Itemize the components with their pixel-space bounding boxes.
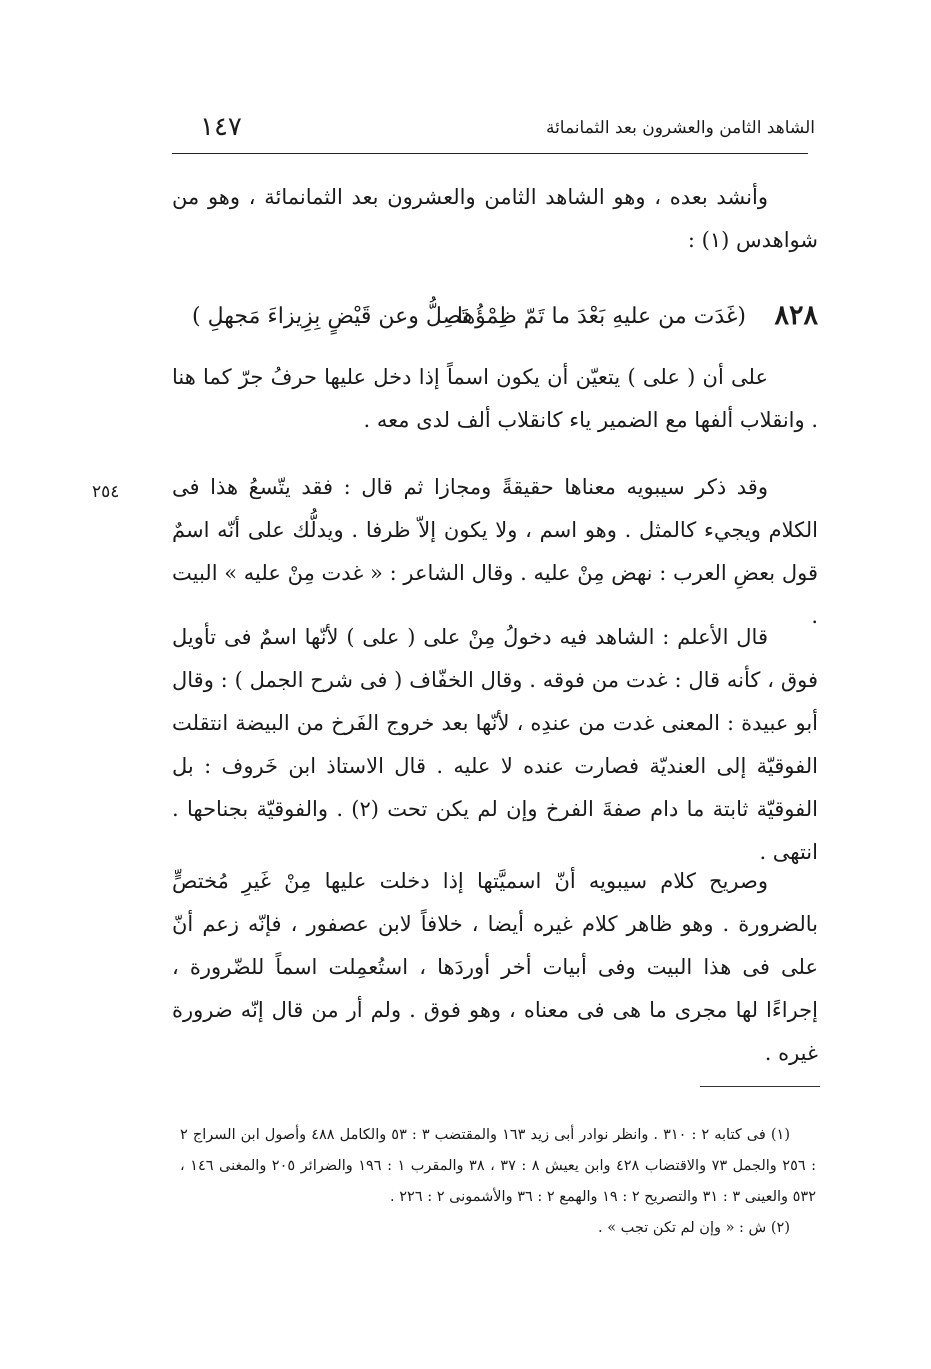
paragraph: وقد ذكر سيبويه معناها حقيقةً ومجازا ثم قال : فقد يتّسعُ هذا فى الكلام ويجيء كالمثل . وهو اسم ، ولا يكون إلاّ ظرفا . ويدلُّك على أنّه اسمٌ قول بعضِ العرب : نهض مِنْ عليه . وقال الشاعر : « غدت مِنْ عليه » البيت . xyxy=(172,475,818,628)
paragraph-3-block xyxy=(172,616,818,874)
running-title: الشاهد الثامن والعشرون بعد الثمانمائة xyxy=(545,118,815,138)
footnotes xyxy=(180,1120,816,1244)
page-number: ١٤٧ xyxy=(200,112,242,142)
paragraph: وصريح كلام سيبويه أنّ اسميَّتها إذا دخلت عليها مِنْ غَيرِ مُختصٍّ بالضرورة . وهو ظاهر كلام غيره أيضا ، خلافاً لابن عصفور ، فإنّه زعم أنّ على فى هذا البيت وفى أبيات أخر أوردَها ، استُعمِلت اسماً للضّرورة ، إجراءًا لها مجرى ما هى فى معناه ، وهو فوق . ولم أر من قال إنّه ضرورة غيره . xyxy=(172,869,818,1065)
running-header xyxy=(170,112,815,148)
intro-block xyxy=(172,176,818,262)
verse-line xyxy=(172,298,818,348)
footnote: (١) فى كتابه ٢ : ٣١٠ . وانظر نوادر أبى زيد ١٦٣ والمقتضب ٣ : ٥٣ والكامل ٤٨٨ وأصول ابن السراج ٢ : ٢٥٦ والجمل ٧٣ والاقتضاب ٤٢٨ وابن يعيش ٨ : ٣٧ ، ٣٨ والمقرب ١ : ١٩٦ والضرائر ٢٠٥ والمغنى ١٤٦ ، ٥٣٢ والعينى ٣ : ٣١ والتصريح ٢ : ١٩ والهمع ٢ : ٣٦ والأشمونى ٢ : ٢٢٦ . xyxy=(180,1127,817,1205)
paragraph: قال الأعلم : الشاهد فيه دخولُ مِنْ على ( على ) لأنّها اسمٌ فى تأويل فوق ، كأنه قال : غدت من فوقه . وقال الخفّاف ( فى شرح الجمل ) : وقال أبو عبيدة : المعنى غدت من عندِه ، لأنّها بعد خروج الفَرخ من البيضة انتقلت الفوقيّة إلى العنديّة فصارت عنده لا عليه . قال الاستاذ ابن خَروف : بل الفوقيّة ثابتة ما دام صفةَ الفرخ وإن لم يكن تحت (٢) . والفوقيّة بجناحها . انتهى . xyxy=(172,625,818,864)
paragraph-1-block xyxy=(172,356,818,442)
paragraph: على أن ( على ) يتعيّن أن يكون اسماً إذا دخل عليها حرفُ جرّ كما هنا . وانقلاب ألفها مع الضمير ياء كانقلاب ألف لدى معه . xyxy=(172,365,818,432)
footnote: (٢) ش : « وإن لم تكن تجب » . xyxy=(597,1220,790,1236)
paragraph-4-block xyxy=(172,860,818,1075)
verse-second-hemistich: تَصِلُّ وعن قَيْضٍ بِزِيزاءَ مَجهلِ ) xyxy=(192,304,468,329)
paragraph-2-block xyxy=(172,466,818,638)
verse-first-hemistich: (غَدَت من عليهِ بَعْدَ ما تَمّ ظِمْؤُها xyxy=(456,304,746,329)
header-rule xyxy=(172,153,808,154)
margin-page-reference: ٢٥٤ xyxy=(92,482,120,502)
intro-paragraph: وأنشد بعده ، وهو الشاهد الثامن والعشرون بعد الثمانمائة ، وهو من شواهدس (١) : xyxy=(172,185,818,252)
footnote-rule xyxy=(700,1086,820,1087)
verse-number: ٨٢٨ xyxy=(774,300,818,331)
